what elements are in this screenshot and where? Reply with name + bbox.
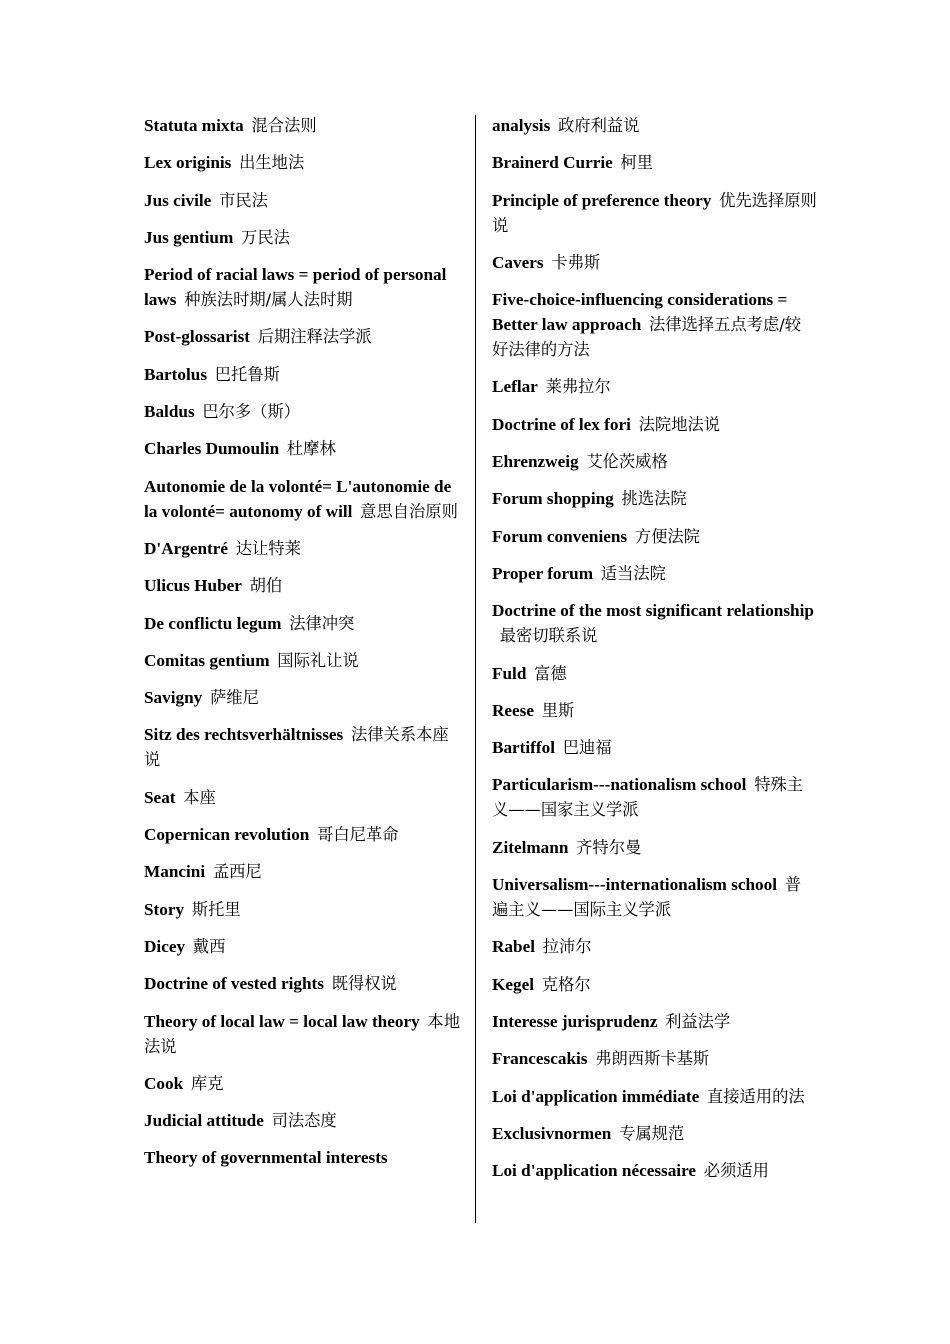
glossary-entry [492, 735, 817, 760]
english-term: Doctrine of lex fori [492, 414, 631, 434]
chinese-translation: 意思自治原则 [360, 501, 458, 521]
chinese-translation: 库克 [190, 1073, 224, 1093]
english-term: Proper forum [492, 563, 594, 583]
glossary-entry [492, 287, 817, 362]
glossary-entry [492, 872, 817, 922]
english-term: Theory of local law = local law theory [144, 1011, 420, 1031]
chinese-translation: 适当法院 [600, 563, 666, 583]
chinese-translation: 孟西尼 [212, 862, 262, 882]
english-term: Period of racial laws = period of personal laws [144, 265, 447, 310]
chinese-translation: 法律关系本座说 [144, 725, 449, 770]
english-term: Comitas gentium [144, 650, 270, 670]
english-term: Loi d'application nécessaire [492, 1161, 697, 1181]
glossary-entry [492, 113, 817, 138]
english-term: Baldus [144, 402, 195, 422]
chinese-translation: 利益法学 [665, 1011, 731, 1031]
chinese-translation: 斯托里 [191, 899, 241, 919]
glossary-entry [144, 262, 462, 312]
glossary-entry [492, 598, 817, 648]
glossary-left-column [144, 113, 462, 1183]
chinese-translation: 普遍主义——国际主义学派 [492, 875, 802, 920]
glossary-entry [492, 412, 817, 437]
column-divider [475, 115, 476, 1223]
english-term: Seat [144, 787, 176, 807]
english-term: Bartolus [144, 364, 208, 384]
chinese-translation: 出生地法 [239, 153, 305, 173]
english-term: Rabel [492, 937, 535, 957]
chinese-translation: 艾伦茨威格 [586, 452, 668, 472]
glossary-entry [144, 971, 462, 996]
glossary-entry [492, 1121, 817, 1146]
glossary-entry [144, 399, 462, 424]
chinese-translation: 本座 [183, 787, 216, 807]
chinese-translation: 弗朗西斯卡基斯 [595, 1049, 710, 1069]
chinese-translation: 直接适用的法 [706, 1086, 805, 1106]
glossary-entry [144, 324, 462, 349]
chinese-translation: 达让特莱 [235, 538, 301, 558]
english-term: Statuta mixta [144, 116, 244, 135]
glossary-entry [144, 436, 462, 461]
glossary-entry [144, 785, 462, 810]
english-term: Particularism---nationalism school [492, 775, 747, 795]
glossary-entry [492, 661, 817, 686]
english-term: Sitz des rechtsverhältnisses [144, 725, 344, 745]
english-term: Doctrine of vested rights [144, 974, 324, 994]
chinese-translation: 政府利益说 [558, 116, 640, 135]
chinese-translation: 巴托鲁斯 [214, 364, 280, 384]
english-term: Jus gentium [144, 227, 234, 247]
english-term: Leflar [492, 377, 538, 397]
english-term: Jus civile [144, 190, 212, 210]
glossary-entry [492, 1009, 817, 1034]
chinese-translation: 挑选法院 [621, 489, 687, 509]
chinese-translation: 优先选择原则说 [492, 190, 817, 235]
english-term: Ehrenzweig [492, 452, 579, 472]
english-term: Doctrine of the most significant relationship [492, 601, 814, 621]
chinese-translation: 齐特尔曼 [576, 837, 642, 857]
english-term: Universalism---internationalism school [492, 875, 778, 895]
chinese-translation: 里斯 [541, 700, 575, 720]
glossary-entry [492, 250, 817, 275]
glossary-entry [144, 934, 462, 959]
english-term: Judicial attitude [144, 1111, 264, 1131]
glossary-entry [144, 822, 462, 847]
english-term: Copernican revolution [144, 825, 310, 845]
english-term: Francescakis [492, 1049, 588, 1069]
english-term: Bartiffol [492, 738, 556, 758]
chinese-translation: 既得权说 [331, 974, 397, 994]
glossary-entry [492, 524, 817, 549]
english-term: Five-choice-influencing considerations = Better law approach [492, 290, 788, 335]
glossary-entry [144, 113, 462, 138]
glossary-entry [144, 362, 462, 387]
english-term: Loi d'application immédiate [492, 1086, 700, 1106]
english-term: Cavers [492, 252, 544, 272]
english-term: De conflictu legum [144, 613, 282, 633]
glossary-entry [144, 611, 462, 636]
chinese-translation: 市民法 [219, 190, 268, 210]
chinese-translation: 种族法时期/属人法时期 [184, 290, 353, 310]
glossary-entry [492, 374, 817, 399]
chinese-translation: 戴西 [192, 936, 226, 956]
chinese-translation: 必须适用 [703, 1161, 769, 1181]
chinese-translation: 法院地法说 [638, 414, 721, 434]
english-term: Lex originis [144, 153, 232, 173]
glossary-entry [492, 972, 817, 997]
chinese-translation: 方便法院 [634, 526, 700, 546]
glossary-entry [144, 859, 462, 884]
english-term: Principle of preference theory [492, 190, 712, 210]
glossary-entry [492, 772, 817, 822]
glossary-entry [492, 150, 817, 175]
english-term: Kegel [492, 974, 534, 994]
glossary-entry [144, 722, 462, 772]
english-term: Autonomie de la volonté= L'autonomie de la volonté= autonomy of will [144, 476, 452, 521]
chinese-translation: 专属规范 [619, 1123, 685, 1143]
glossary-entry [492, 449, 817, 474]
chinese-translation: 拉沛尔 [542, 937, 592, 957]
chinese-translation: 国际礼让说 [277, 650, 359, 670]
glossary-entry [144, 685, 462, 710]
chinese-translation: 巴尔多（斯） [202, 402, 301, 422]
english-term: Mancini [144, 862, 206, 882]
chinese-translation: 杜摩林 [286, 439, 336, 459]
glossary-entry [492, 188, 817, 238]
glossary-entry [492, 934, 817, 959]
glossary-entry [144, 536, 462, 561]
english-term: Charles Dumoulin [144, 439, 280, 459]
english-term: Theory of governmental interests [144, 1148, 388, 1168]
glossary-entry [144, 1009, 462, 1059]
english-term: Savigny [144, 688, 203, 708]
glossary-entry [144, 573, 462, 598]
chinese-translation: 本地法说 [144, 1011, 460, 1056]
glossary-entry [144, 648, 462, 673]
english-term: Story [144, 899, 185, 919]
english-term: Forum conveniens [492, 526, 628, 546]
glossary-entry [144, 188, 462, 213]
english-term: Reese [492, 700, 534, 720]
glossary-entry [492, 1084, 817, 1109]
chinese-translation: 卡弗斯 [551, 252, 601, 272]
english-term: Zitelmann [492, 837, 569, 857]
glossary-entry [144, 150, 462, 175]
glossary-entry [492, 1158, 817, 1183]
english-term: Post-glossarist [144, 327, 250, 347]
english-term: Ulicus Huber [144, 576, 242, 596]
english-term: Cook [144, 1073, 184, 1093]
chinese-translation: 司法态度 [271, 1111, 337, 1131]
chinese-translation: 柯里 [620, 153, 654, 173]
glossary-entry [144, 1108, 462, 1133]
english-term: Forum shopping [492, 489, 614, 509]
chinese-translation: 哥白尼革命 [317, 825, 399, 845]
glossary-entry [144, 1145, 462, 1170]
chinese-translation: 混合法则 [251, 116, 317, 135]
glossary-entry [144, 474, 462, 524]
chinese-translation: 法律冲突 [289, 613, 355, 633]
chinese-translation: 万民法 [241, 227, 290, 247]
glossary-entry [144, 225, 462, 250]
chinese-translation: 胡伯 [249, 576, 283, 596]
chinese-translation: 后期注释法学派 [257, 327, 372, 347]
glossary-entry [144, 1071, 462, 1096]
english-term: Exclusivnormen [492, 1123, 612, 1143]
glossary-entry [492, 486, 817, 511]
chinese-translation: 特殊主义——国家主义学派 [492, 775, 804, 820]
english-term: Brainerd Currie [492, 153, 613, 173]
english-term: Dicey [144, 936, 186, 956]
glossary-entry [492, 1046, 817, 1071]
chinese-translation: 萨维尼 [210, 688, 259, 708]
english-term: Interesse jurisprudenz [492, 1011, 658, 1031]
glossary-entry [492, 835, 817, 860]
glossary-entry [144, 897, 462, 922]
glossary-entry [492, 561, 817, 586]
chinese-translation: 富德 [534, 663, 567, 683]
english-term: D'Argentré [144, 538, 228, 558]
chinese-translation: 莱弗拉尔 [545, 377, 611, 397]
chinese-translation: 法律选择五点考虑/较好法律的方法 [492, 315, 802, 360]
chinese-translation: 克格尔 [541, 974, 591, 994]
glossary-entry [492, 698, 817, 723]
chinese-translation: 巴迪福 [562, 738, 612, 758]
glossary-right-column [492, 113, 817, 1195]
english-term: analysis [492, 116, 551, 135]
english-term: Fuld [492, 663, 527, 683]
chinese-translation: 最密切联系说 [499, 626, 598, 646]
